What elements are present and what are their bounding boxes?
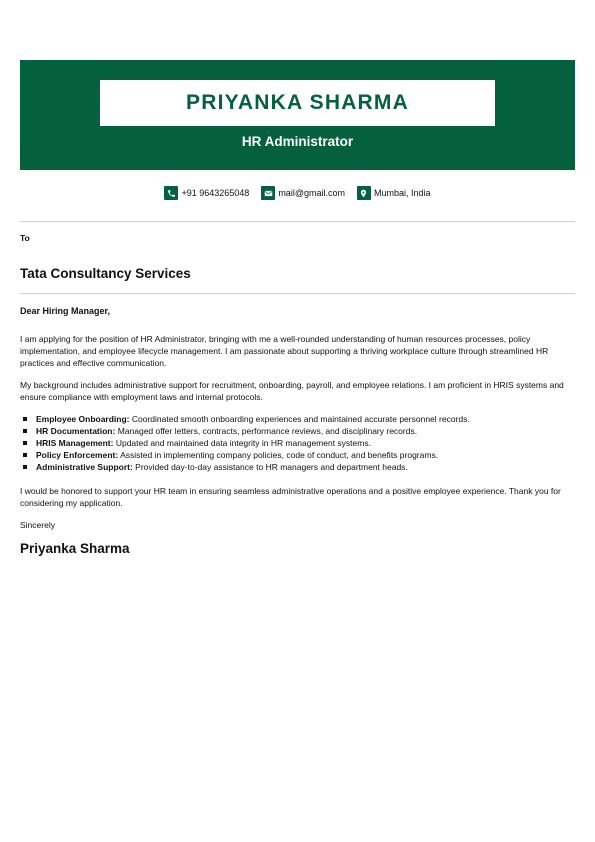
name-box — [100, 80, 495, 126]
bullet-text: Provided day-to-day assistance to HR managers and department heads. — [132, 462, 408, 472]
divider-recipient — [20, 293, 575, 294]
bullet-text: Managed offer letters, contracts, performance reviews, and disciplinary records. — [115, 426, 418, 436]
paragraph-closing: I would be honored to support your HR team in ensuring seamless administrative operations and a positive employee experience. Thank you for considering my application. — [20, 486, 561, 508]
bullet-label: Administrative Support: — [36, 462, 133, 472]
phone-icon — [164, 186, 178, 200]
bullet-label: Policy Enforcement: — [36, 450, 119, 460]
email-text: mail@gmail.com — [278, 188, 345, 198]
list-item — [20, 413, 572, 425]
list-item — [20, 425, 572, 437]
bullet-text: Coordinated smooth onboarding experiences and maintained accurate personnel records. — [129, 414, 470, 424]
bullet-label: HRIS Management: — [36, 438, 114, 448]
bullet-label: HR Documentation: — [36, 426, 116, 436]
location-text: Mumbai, India — [373, 188, 431, 198]
contact-email — [261, 186, 345, 200]
contact-location — [357, 186, 431, 200]
bullet-label: Employee Onboarding: — [36, 414, 130, 424]
signature-name: Priyanka Sharma — [20, 541, 130, 556]
job-title: HR Administrator — [241, 134, 354, 149]
map-pin-icon — [357, 186, 371, 200]
header-band — [20, 60, 575, 170]
contact-phone — [164, 186, 249, 200]
applicant-name: PRIYANKA SHARMA — [186, 91, 409, 114]
company-name: Tata Consultancy Services — [20, 266, 191, 281]
to-label: To — [20, 233, 30, 243]
paragraph-intro: I am applying for the position of HR Administrator, bringing with me a well-rounded understanding of human resources processes, policy implementation, and employee lifecycle management. I am passionate about supporting a thriving workplace culture through streamlined HR practices and effective communication. — [20, 334, 549, 368]
divider-top — [20, 221, 575, 222]
signoff: Sincerely — [20, 520, 55, 530]
greeting: Dear Hiring Manager, — [20, 306, 111, 316]
contact-row — [0, 186, 595, 200]
bullet-text: Updated and maintained data integrity in HR management systems. — [113, 438, 371, 448]
list-item — [20, 437, 572, 449]
list-item — [20, 449, 572, 461]
achievements-list — [20, 413, 572, 473]
envelope-icon — [261, 186, 275, 200]
list-item — [20, 461, 572, 473]
paragraph-background: My background includes administrative support for recruitment, onboarding, payroll, and employee relations. I am proficient in HRIS systems and ensure compliance with employment laws and internal protocols. — [20, 380, 564, 402]
bullet-text: Assisted in implementing company policies, code of conduct, and benefits programs. — [118, 450, 439, 460]
phone-text: +91 9643265048 — [181, 188, 250, 198]
